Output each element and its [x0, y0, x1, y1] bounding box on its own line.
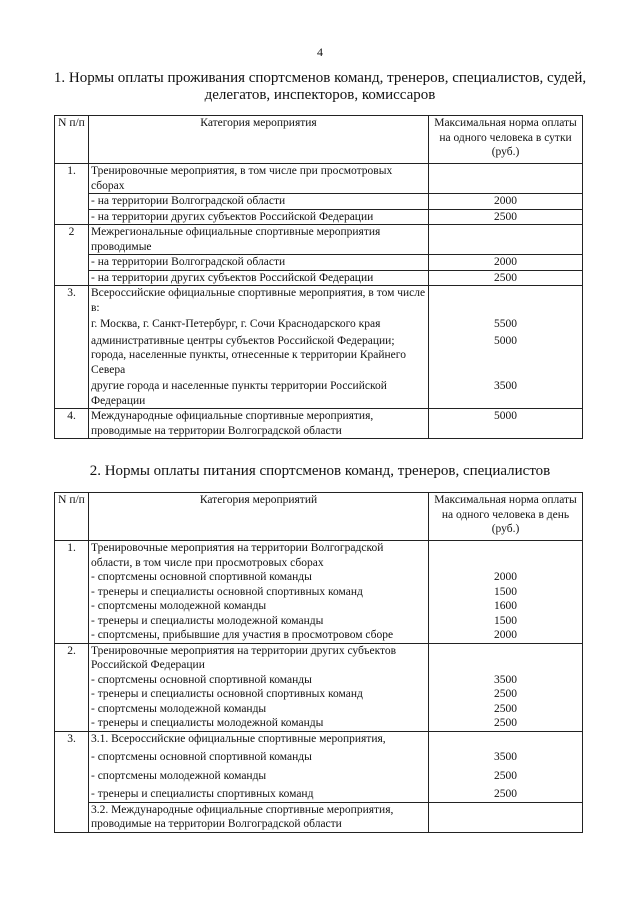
table-row	[55, 332, 583, 378]
row-value: 2500	[429, 270, 583, 286]
table-row	[55, 585, 583, 600]
row-category: г. Москва, г. Санкт-Петербург, г. Сочи Краснодарского края	[89, 315, 429, 332]
row-value	[429, 643, 583, 673]
table-row	[55, 570, 583, 585]
row-category: 3.2. Международные официальные спортивные мероприятия, проводимые на территории Волгоградской области	[89, 802, 429, 832]
row-value: 2500	[429, 783, 583, 802]
row-value: 2500	[429, 765, 583, 784]
table-row	[55, 783, 583, 802]
table-row	[55, 673, 583, 688]
row-category: административные центры субъектов Российской Федерации; города, населенные пункты, отнесенные к территории Крайнего Севера	[89, 332, 429, 378]
row-category: Тренировочные мероприятия, в том числе при просмотровых сборах	[89, 164, 429, 194]
table-row	[55, 255, 583, 271]
row-category: - спортсмены молодежной команды	[89, 765, 429, 784]
row-value	[429, 731, 583, 746]
row-value	[429, 164, 583, 194]
table-row	[55, 286, 583, 316]
table-row	[55, 225, 583, 255]
row-category: - тренеры и специалисты основной спортивных команд	[89, 585, 429, 600]
row-value: 1500	[429, 614, 583, 629]
row-category: Тренировочные мероприятия на территории Волгоградской области, в том числе при просмотровых сборах	[89, 541, 429, 571]
row-num: 2	[55, 225, 89, 286]
row-category: - спортсмены основной спортивной команды	[89, 673, 429, 688]
row-category: - тренеры и специалисты молодежной команды	[89, 614, 429, 629]
row-value: 2000	[429, 628, 583, 643]
row-value: 5000	[429, 332, 583, 378]
page-number: 4	[317, 45, 323, 59]
header-category: Категория мероприятия	[89, 116, 429, 164]
table-row	[55, 209, 583, 225]
row-value: 2500	[429, 702, 583, 717]
accommodation-norms-table	[54, 115, 583, 439]
table-row	[55, 802, 583, 832]
section1-title-line1: 1. Нормы оплаты проживания спортсменов команд, тренеров, специалистов, судей,	[53, 70, 587, 86]
table-row	[55, 270, 583, 286]
row-value	[429, 286, 583, 316]
row-category: - спортсмены молодежной команды	[89, 702, 429, 717]
row-value: 2500	[429, 716, 583, 731]
row-category: другие города и населенные пункты территории Российской Федерации	[89, 377, 429, 409]
table-row	[55, 643, 583, 673]
table-row	[55, 377, 583, 409]
header-num: N п/п	[55, 493, 89, 541]
row-category: - спортсмены молодежной команды	[89, 599, 429, 614]
table-row	[55, 164, 583, 194]
row-value: 5500	[429, 315, 583, 332]
table-header-row	[55, 493, 583, 541]
row-category: - на территории Волгоградской области	[89, 255, 429, 271]
table-row	[55, 614, 583, 629]
row-category: - тренеры и специалисты основной спортивных команд	[89, 687, 429, 702]
row-value: 3500	[429, 673, 583, 688]
table-row	[55, 702, 583, 717]
row-num: 1.	[55, 541, 89, 644]
row-category: Межрегиональные официальные спортивные мероприятия проводимые	[89, 225, 429, 255]
row-category: Международные официальные спортивные мероприятия, проводимые на территории Волгоградской области	[89, 409, 429, 439]
row-value: 2000	[429, 570, 583, 585]
row-value	[429, 802, 583, 832]
row-category: - тренеры и специалисты молодежной команды	[89, 716, 429, 731]
row-value	[429, 225, 583, 255]
table-row	[55, 541, 583, 571]
header-category: Категория мероприятий	[89, 493, 429, 541]
row-num: 4.	[55, 409, 89, 439]
table-row	[55, 194, 583, 210]
table-row	[55, 716, 583, 731]
table-row	[55, 731, 583, 746]
row-value: 2000	[429, 194, 583, 210]
header-num: N п/п	[55, 116, 89, 164]
row-category: Тренировочные мероприятия на территории других субъектов Российской Федерации	[89, 643, 429, 673]
row-category: 3.1. Всероссийские официальные спортивные мероприятия,	[89, 731, 429, 746]
row-value: 3500	[429, 746, 583, 765]
row-category: - спортсмены, прибывшие для участия в просмотровом сборе	[89, 628, 429, 643]
table-header-row	[55, 116, 583, 164]
row-category: - спортсмены основной спортивной команды	[89, 570, 429, 585]
row-value	[429, 541, 583, 571]
row-category: Всероссийские официальные спортивные мероприятия, в том числе в:	[89, 286, 429, 316]
row-num: 2.	[55, 643, 89, 731]
row-category: - на территории других субъектов Российской Федерации	[89, 270, 429, 286]
table-row	[55, 409, 583, 439]
row-num: 3.	[55, 731, 89, 832]
row-category: - на территории Волгоградской области	[89, 194, 429, 210]
row-value: 1600	[429, 599, 583, 614]
row-value: 2000	[429, 255, 583, 271]
meal-norms-table	[54, 492, 583, 833]
row-value: 3500	[429, 377, 583, 409]
row-num: 1.	[55, 164, 89, 225]
row-category: - тренеры и специалисты спортивных команд	[89, 783, 429, 802]
row-value: 1500	[429, 585, 583, 600]
table-row	[55, 628, 583, 643]
table-row	[55, 599, 583, 614]
row-category: - спортсмены основной спортивной команды	[89, 746, 429, 765]
table-row	[55, 765, 583, 784]
header-norm: Максимальная норма оплаты на одного человека в день (руб.)	[429, 493, 583, 541]
section1-title	[40, 70, 600, 104]
table-row	[55, 315, 583, 332]
table-row	[55, 746, 583, 765]
row-value: 2500	[429, 687, 583, 702]
table-row	[55, 687, 583, 702]
section1-title-line2: делегатов, инспекторов, комиссаров	[204, 87, 436, 103]
row-value: 2500	[429, 209, 583, 225]
section2-title: 2. Нормы оплаты питания спортсменов команд, тренеров, специалистов	[89, 463, 551, 479]
header-norm: Максимальная норма оплаты на одного человека в сутки (руб.)	[429, 116, 583, 164]
row-num: 3.	[55, 286, 89, 409]
row-category: - на территории других субъектов Российской Федерации	[89, 209, 429, 225]
row-value: 5000	[429, 409, 583, 439]
